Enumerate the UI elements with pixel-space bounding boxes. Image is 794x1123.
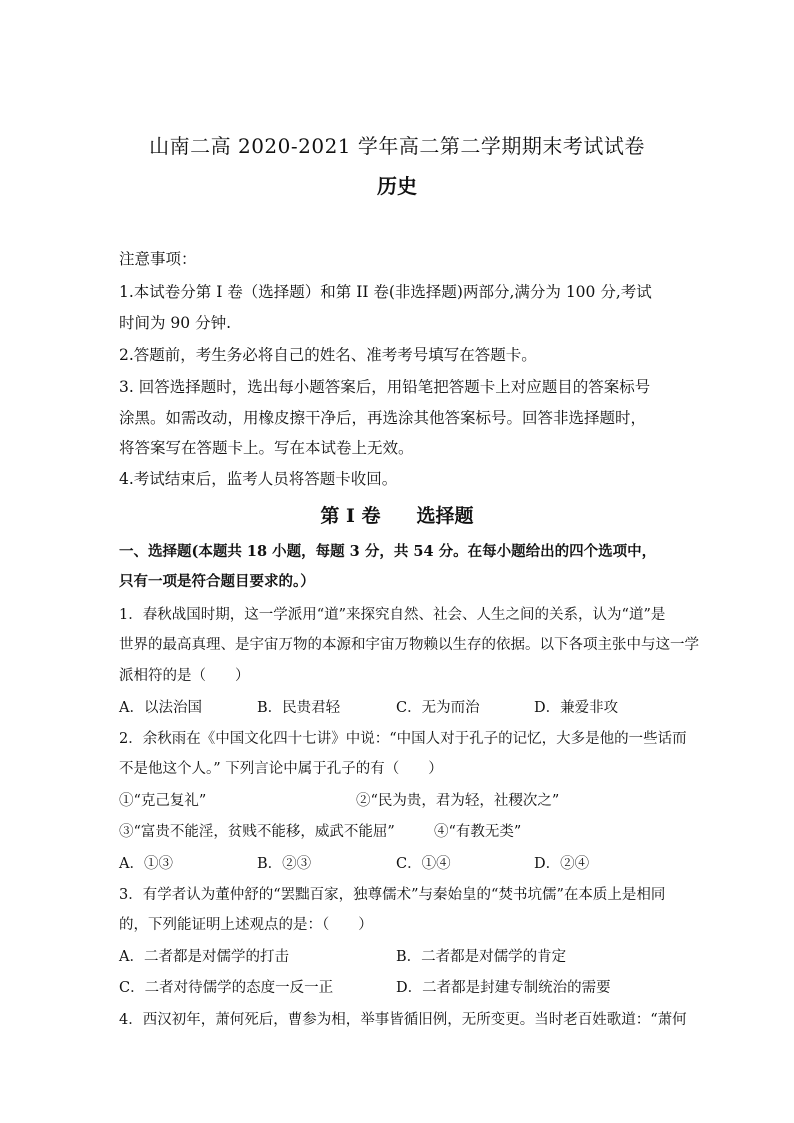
- notes-heading: 注意事项：: [119, 250, 197, 268]
- question-3-line: 的，下列能证明上述观点的是：（ ）: [119, 917, 373, 933]
- question-2-line: 不是他这个人。” 下列言论中属于孔子的有（ ）: [119, 761, 443, 777]
- note-line: 涂黑。如需改动，用橡皮擦干净后，再选涂其他答案标号。回答非选择题时，: [119, 409, 647, 427]
- instruction-line: 一、选择题(本题共 18 小题，每题 3 分，共 54 分。在每小题给出的四个选项中，: [119, 543, 657, 560]
- subject-title: 历史: [377, 174, 417, 198]
- note-line: 时间为 90 分钟.: [119, 314, 232, 332]
- q2-statement-4: ④“有教无类”: [434, 824, 522, 840]
- question-1-line: 世界的最高真理、是宇宙万物的本源和宇宙万物赖以生存的依据。以下各项主张中与这一学: [119, 637, 699, 653]
- question-1-line: 1．春秋战国时期，这一学派用“道”来探究自然、社会、人生之间的关系，认为“道”是: [119, 607, 666, 623]
- q2-statement-2: ②“民为贵，君为轻，社稷次之”: [356, 793, 560, 809]
- q2-statement-1: ①“克己复礼”: [119, 793, 207, 809]
- section-part: 第 I 卷: [320, 505, 381, 527]
- q2-option-c: C．①④: [396, 856, 451, 872]
- q3-option-a: A．二者都是对儒学的打击: [119, 949, 289, 965]
- note-line: 将答案写在答题卡上。写在本试卷上无效。: [119, 439, 414, 457]
- q1-option-d: D．兼爱非攻: [534, 700, 619, 716]
- question-3-line: 3．有学者认为董仲舒的“罢黜百家，独尊儒术”与秦始皇的“焚书坑儒”在本质上是相同: [119, 887, 666, 903]
- q3-option-d: D．二者都是封建专制统治的需要: [396, 980, 611, 996]
- q1-option-c: C．无为而治: [396, 700, 480, 716]
- section-name: 选择题: [416, 505, 474, 527]
- note-line: 4.考试结束后，监考人员将答题卡收回。: [119, 470, 398, 488]
- q3-option-b: B．二者都是对儒学的肯定: [396, 949, 567, 965]
- instruction-line: 只有一项是符合题目要求的。）: [119, 573, 315, 590]
- question-1-line: 派相符的是（ ）: [119, 668, 250, 684]
- q1-option-b: B．民贵君轻: [257, 700, 341, 716]
- q3-option-c: C．二者对待儒学的态度一反一正: [119, 980, 334, 996]
- note-line: 3. 回答选择题时，选出每小题答案后，用铅笔把答题卡上对应题目的答案标号: [119, 378, 651, 396]
- q2-option-b: B．②③: [257, 856, 312, 872]
- q2-option-a: A．①③: [119, 856, 173, 872]
- question-4-line: 4．西汉初年，萧何死后，曹参为相，举事皆循旧例，无所变更。当时老百姓歌道：“萧何: [119, 1012, 687, 1028]
- q2-option-d: D．②④: [534, 856, 590, 872]
- question-2-line: 2．余秋雨在《中国文化四十七讲》中说：“中国人对于孔子的记忆，大多是他的一些话而: [119, 731, 687, 747]
- note-line: 2.答题前，考生务必将自己的姓名、准考考号填写在答题卡。: [119, 346, 537, 364]
- q2-statement-3: ③“富贵不能淫，贫贱不能移，威武不能屈”: [119, 824, 395, 840]
- section-heading: [0, 501, 794, 528]
- note-line: 1.本试卷分第 I 卷（选择题）和第 II 卷(非选择题)两部分,满分为 100 分,考试: [119, 283, 652, 301]
- q1-option-a: A．以法治国: [119, 700, 202, 716]
- exam-title: 山南二高 2020-2021 学年高二第二学期期末考试试卷: [149, 134, 645, 158]
